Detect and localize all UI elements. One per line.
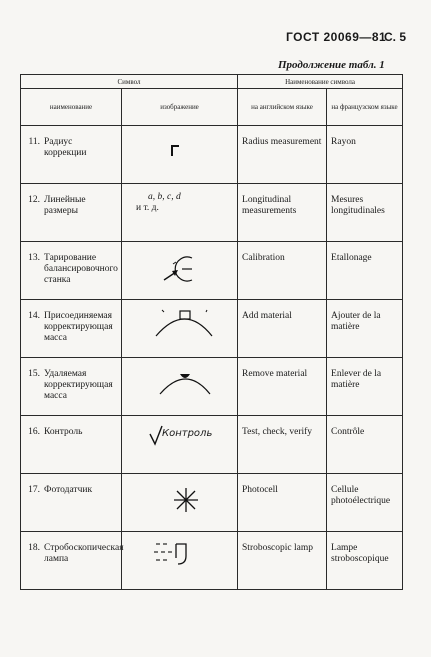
symbols-table: [20, 74, 403, 590]
row-french: Contrôle: [331, 427, 365, 437]
row-number: 17.: [28, 485, 40, 495]
header-symbol-name: Наименование символа: [238, 75, 403, 89]
header-name: наименование: [21, 89, 122, 126]
header-symbol: Символ: [21, 75, 238, 89]
row-french: Enlever de la matière: [331, 369, 382, 390]
row-english: Photocell: [242, 485, 278, 495]
row-french: Lampe stroboscopique: [331, 543, 389, 564]
row-french: Mesures longitudinales: [331, 195, 385, 216]
table-row: [21, 242, 403, 300]
corner-radius-icon: [122, 126, 238, 184]
row-name: Стробоскопическая лампа: [44, 543, 124, 564]
row-number: 18.: [28, 543, 40, 553]
row-french: Rayon: [331, 137, 356, 147]
page-number: С. 5: [384, 30, 407, 44]
calibration-icon: [122, 242, 238, 300]
header-english: на английском языке: [238, 89, 327, 126]
photocell-icon: [122, 474, 238, 532]
page-header: [0, 30, 431, 50]
row-english: Calibration: [242, 253, 285, 263]
row-number: 14.: [28, 311, 40, 321]
add-mass-icon: [122, 300, 238, 358]
row-name: Присоединяемая корректирующая масса: [44, 311, 113, 343]
row-french: Etallonage: [331, 253, 372, 263]
image-etc: и т. д.: [136, 203, 159, 213]
remove-mass-icon: [122, 358, 238, 416]
table-group-header: [21, 75, 403, 89]
strobe-lamp-icon: [122, 532, 238, 590]
header-image: изображение: [122, 89, 238, 126]
table-row: [21, 358, 403, 416]
row-english: Radius measurement: [242, 137, 322, 147]
table-sub-header: [21, 89, 403, 126]
table-row: [21, 532, 403, 590]
row-english: Longitudinal measurements: [242, 195, 297, 216]
table-row: [21, 300, 403, 358]
table-row: [21, 416, 403, 474]
row-name: Линейные размеры: [44, 195, 86, 216]
check-mark-icon: [122, 416, 238, 474]
table-row: [21, 126, 403, 184]
row-number: 15.: [28, 369, 40, 379]
image-letters: a, b, c, d: [148, 192, 181, 202]
table-continuation-label: Продолжение табл. 1: [278, 59, 385, 71]
row-english: Add material: [242, 311, 292, 321]
row-name: Радиус коррекции: [44, 137, 87, 158]
table-row: [21, 184, 403, 242]
row-number: 16.: [28, 427, 40, 437]
row-french: Cellule photoélectrique: [331, 485, 391, 506]
row-name: Тарирование балансировочного станка: [44, 253, 118, 285]
control-handwriting: Контроль: [162, 428, 213, 439]
standard-code: ГОСТ 20069—81: [286, 30, 387, 44]
row-english: Remove material: [242, 369, 308, 379]
row-english: Test, check, verify: [242, 427, 313, 437]
row-number: 12.: [28, 195, 40, 205]
row-name: Контроль: [44, 427, 83, 437]
row-name: Фотодатчик: [44, 485, 93, 495]
row-name: Удаляемая корректирующая масса: [44, 369, 113, 401]
header-french: на французском языке: [327, 89, 403, 126]
row-english: Stroboscopic lamp: [242, 543, 313, 553]
table-row: [21, 474, 403, 532]
linear-dimensions-symbol: [122, 184, 238, 242]
row-number: 11.: [28, 137, 40, 147]
row-number: 13.: [28, 253, 40, 263]
row-french: Ajouter de la matière: [331, 311, 381, 332]
